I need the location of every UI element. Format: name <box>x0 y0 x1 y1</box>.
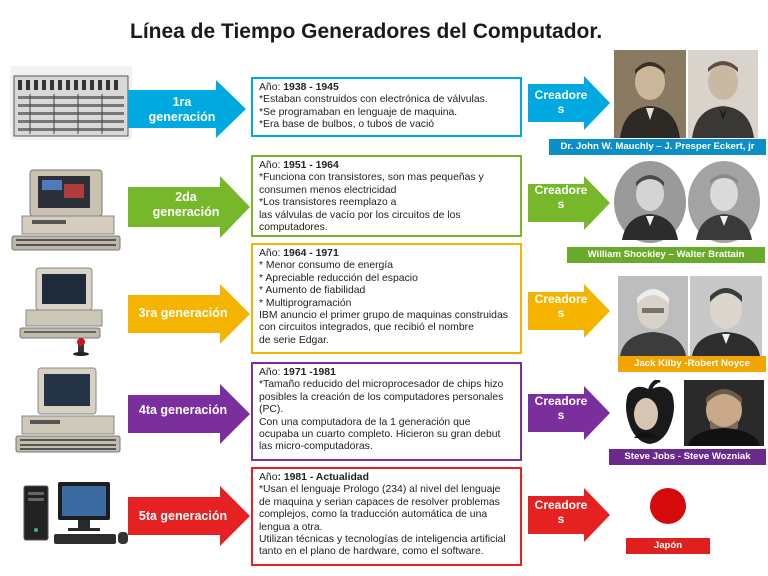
generation-info-box-2 <box>251 155 522 237</box>
year-prefix: Año: <box>259 82 284 93</box>
info-line: IBM anuncio el primer grupo de maquinas construidas <box>259 310 508 322</box>
info-line: *Estaban construidos con electrónica de válvulas. <box>259 94 488 106</box>
info-line: *Usan el lenguaje Prologo (234) al nivel del lenguaje <box>259 484 501 496</box>
generation-label-3: 3ra generación <box>138 306 228 320</box>
japan-flag-icon <box>626 476 710 536</box>
mauchly-portrait <box>614 50 686 138</box>
year-range: : 1981 - Actualidad <box>277 472 369 483</box>
info-line: * Menor consumo de energía <box>259 260 394 272</box>
info-line: ocupaba un cuarto completo. Hicieron su gran debut <box>259 429 501 441</box>
info-line: tanto en el plano de hardware, como el software. <box>259 546 484 558</box>
info-line: posibles la creación de los computadores personales <box>259 391 504 403</box>
year-range: 1938 - 1945 <box>283 82 339 93</box>
info-line: *Los transistores reemplazo a <box>259 197 397 209</box>
page-title: Línea de Tiempo Generadores del Computador. <box>130 20 603 43</box>
modern-computer-image <box>20 478 130 548</box>
info-line: Con una computadora de la 1 generación que <box>259 416 471 428</box>
info-line: de serie Edgar. <box>259 334 329 346</box>
year-prefix: Año <box>259 472 278 483</box>
noyce-portrait <box>690 276 762 356</box>
transistor-computer-image <box>8 164 132 254</box>
generation-label-5: 5ta generación <box>138 509 228 523</box>
generation-label-1: 1ra generación <box>148 95 216 124</box>
generation-info-box-4 <box>251 362 522 461</box>
creators-caption-1: Dr. John W. Mauchly – J. Presper Eckert, jr <box>549 139 766 155</box>
year-prefix: Año: <box>259 160 284 171</box>
integrated-circuit-computer-image <box>16 266 124 356</box>
info-line: consumen menos electricidad <box>259 184 397 196</box>
info-line: las micro-computadoras. <box>259 441 373 453</box>
year-prefix: Año: <box>259 367 284 378</box>
info-line: de maquina y serian capaces de resolver problemas <box>259 496 500 508</box>
creators-caption-4: Steve Jobs - Steve Wozniak <box>609 449 766 465</box>
info-line: lengua a otra. <box>259 521 323 533</box>
info-line: *Tamaño reducido del microprocesador de chips hizo <box>259 379 504 391</box>
info-line: * Apreciable reducción del espacio <box>259 272 418 284</box>
wozniak-portrait <box>684 380 764 446</box>
jobs-portrait <box>616 380 684 450</box>
vacuum-tube-computer-image <box>10 66 132 140</box>
brattain-portrait <box>686 160 762 244</box>
generation-info-box-3 <box>251 243 522 354</box>
info-line: computadores. <box>259 222 328 234</box>
creators-label-4: Creadore s <box>534 394 588 422</box>
creators-label-1: Creadore s <box>534 88 588 116</box>
creators-caption-5: Japón <box>626 538 710 554</box>
info-line: * Aumento de fiabilidad <box>259 285 366 297</box>
year-prefix: Año: <box>259 248 284 259</box>
year-range: 1964 - 1971 <box>283 248 339 259</box>
info-line: con circuitos integrados, que recibió el nombre <box>259 322 474 334</box>
kilby-portrait <box>618 276 688 356</box>
shockley-portrait <box>612 160 688 244</box>
creators-label-2: Creadore s <box>534 183 588 211</box>
generation-label-2: 2da generación <box>152 190 220 219</box>
year-range: 1951 - 1964 <box>283 160 339 171</box>
generation-info-box-5 <box>251 467 522 566</box>
generation-label-4: 4ta generación <box>138 403 228 417</box>
info-line: (PC). <box>259 404 284 416</box>
creators-label-5: Creadore s <box>534 498 588 526</box>
info-line: Utilizan técnicas y tecnologías de inteligencia artificial <box>259 534 506 546</box>
creators-caption-3: Jack Kilby -Robert Noyce <box>618 356 766 372</box>
creators-caption-2: William Shockley – Walter Brattain <box>567 247 765 263</box>
info-line: * Multiprogramación <box>259 297 352 309</box>
generation-info-box-1 <box>251 77 522 137</box>
info-line: *Se programaban en lenguaje de maquina. <box>259 106 458 118</box>
info-line: las válvulas de vacío por los circuitos de los <box>259 209 461 221</box>
info-line: complejos, como la traducción automática de una <box>259 509 488 521</box>
info-line: *Funciona con transistores, son mas pequeñas y <box>259 172 484 184</box>
year-range: 1971 -1981 <box>283 367 336 378</box>
eckert-portrait <box>688 50 758 138</box>
microprocessor-computer-image <box>10 364 128 456</box>
creators-label-3: Creadore s <box>534 292 588 320</box>
info-line: *Era base de bulbos, o tubos de vació <box>259 119 435 131</box>
